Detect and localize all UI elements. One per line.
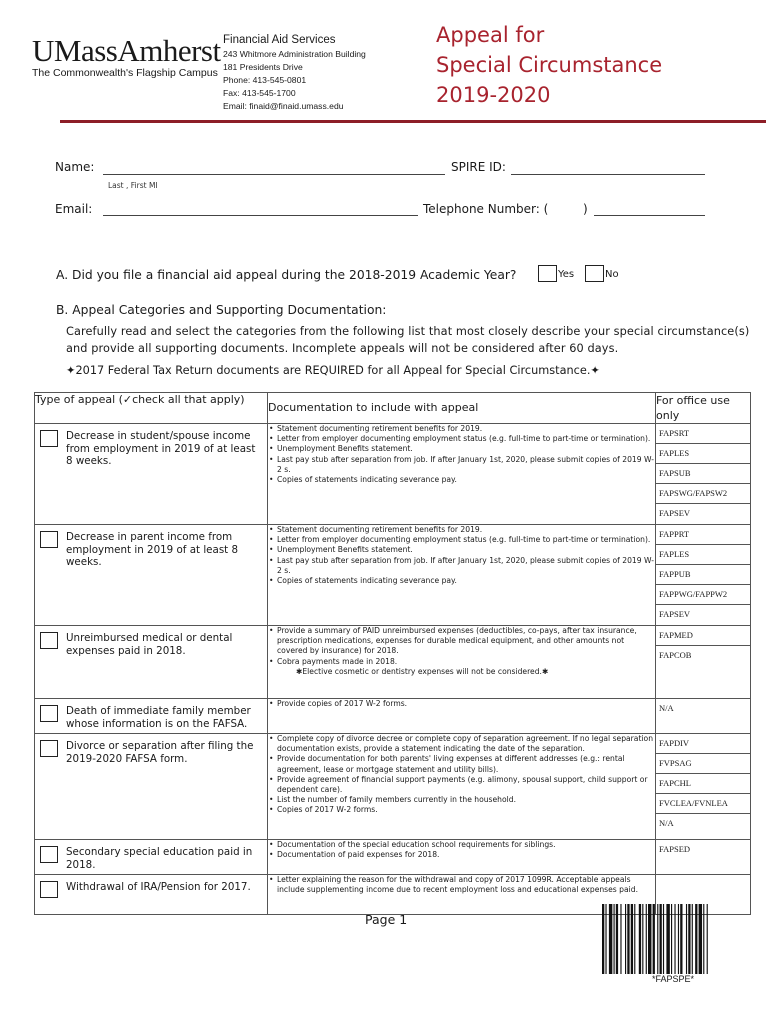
- office-code: FAPLES: [656, 545, 750, 565]
- barcode-bar: [625, 904, 626, 974]
- barcode-bar: [678, 904, 679, 974]
- title-line-1: Appeal for: [436, 23, 545, 47]
- documentation-item: • Unemployment Benefits statement.: [277, 545, 655, 555]
- documentation-item: • Copies of statements indicating severance pay.: [277, 475, 655, 485]
- table-row: [35, 699, 751, 734]
- email-label: Email:: [55, 202, 93, 216]
- office-codes-cell: [656, 525, 751, 626]
- office-code: FAPCHL: [656, 774, 750, 794]
- barcode-bar: [674, 904, 675, 974]
- barcode-bar: [657, 904, 658, 974]
- office-codes-cell: [656, 699, 751, 734]
- documentation-item: • Statement documenting retirement benefits for 2019.: [277, 525, 655, 535]
- address-line-1: 243 Whitmore Administration Building: [223, 49, 366, 59]
- barcode-bar: [605, 904, 606, 974]
- name-field[interactable]: [103, 174, 445, 175]
- barcode-bar: [663, 904, 664, 974]
- phone-line: Phone: 413-545-0801: [223, 75, 307, 85]
- office-code: FAPSEV: [659, 508, 691, 518]
- table-row: [35, 525, 751, 626]
- barcode-bar: [688, 904, 690, 974]
- barcode-bar: [671, 904, 672, 974]
- appeal-type-cell: [35, 734, 268, 840]
- documentation-item: • Provide copies of 2017 W-2 forms.: [277, 699, 655, 709]
- office-codes-cell: [656, 424, 751, 525]
- barcode-bar: [639, 904, 641, 974]
- page-number: Page 1: [365, 912, 408, 927]
- barcode-bar: [614, 904, 615, 974]
- documentation-item: • Documentation of the special education school requirements for siblings.: [277, 840, 655, 850]
- barcode-bar: [653, 904, 655, 974]
- barcode-bar: [692, 904, 693, 974]
- appeal-type-label: Decrease in student/spouse income from employment in 2019 of at least 8 weeks.: [66, 430, 256, 467]
- appeal-type-label: Withdrawal of IRA/Pension for 2017.: [66, 881, 251, 893]
- office-name: Financial Aid Services: [223, 34, 336, 46]
- spire-id-field[interactable]: [511, 174, 705, 175]
- documentation-cell: [268, 699, 656, 734]
- table-row: [35, 840, 751, 875]
- email-line: Email: finaid@finaid.umass.edu: [223, 101, 344, 111]
- col-type-header: Type of appeal (✓check all that apply): [35, 393, 268, 424]
- appeal-categories-table: [34, 392, 751, 915]
- office-code: FVPSAG: [656, 754, 750, 774]
- no-checkbox[interactable]: [585, 265, 604, 282]
- barcode-bar: [631, 904, 633, 974]
- office-code: FAPCOB: [659, 650, 692, 660]
- barcode-bar: [699, 904, 702, 974]
- barcode-bar: [707, 904, 708, 974]
- col-office-header: For office use only: [656, 393, 751, 424]
- barcode: [602, 904, 742, 974]
- barcode-bar: [602, 904, 604, 974]
- documentation-note: ✱Elective cosmetic or dentistry expenses will not be considered.✱: [296, 666, 549, 676]
- documentation-cell: [268, 424, 656, 525]
- barcode-bar: [609, 904, 612, 974]
- appeal-type-checkbox[interactable]: [40, 881, 58, 898]
- title-line-2: Special Circumstance: [436, 53, 663, 77]
- office-codes-cell: [656, 626, 751, 699]
- name-hint: Last , First MI: [108, 181, 158, 190]
- appeal-type-cell: [35, 626, 268, 699]
- documentation-item: • Letter from employer documenting employment status (e.g. full-time to part-time or termination).: [277, 434, 655, 444]
- email-field[interactable]: [103, 215, 418, 216]
- table-row: [35, 626, 751, 699]
- barcode-bar: [646, 904, 647, 974]
- yes-checkbox[interactable]: [538, 265, 557, 282]
- appeal-type-checkbox[interactable]: [40, 846, 58, 863]
- col-docs-header: Documentation to include with appeal: [268, 393, 656, 424]
- question-a: A. Did you file a financial aid appeal during the 2018-2019 Academic Year?: [56, 268, 517, 282]
- documentation-item: • Documentation of paid expenses for 2018.: [277, 850, 655, 860]
- barcode-bar: [686, 904, 687, 974]
- appeal-type-cell: [35, 699, 268, 734]
- documentation-cell: [268, 525, 656, 626]
- barcode-bar: [642, 904, 643, 974]
- documentation-item: • Last pay stub after separation from job. If after January 1st, 2020, please submit copies of 2019 W-2 s.: [277, 455, 655, 475]
- appeal-type-label: Death of immediate family member whose information is on the FAFSA.: [66, 705, 251, 730]
- documentation-cell: [268, 626, 656, 699]
- documentation-item: • List the number of family members currently in the household.: [277, 795, 655, 805]
- logo-tagline: The Commonwealth's Flagship Campus: [32, 67, 218, 79]
- no-label: No: [605, 269, 619, 280]
- barcode-bar: [627, 904, 629, 974]
- appeal-type-label: Decrease in parent income from employment in 2019 of at least 8 weeks.: [66, 531, 239, 568]
- barcode-bar: [680, 904, 682, 974]
- barcode-bar: [703, 904, 704, 974]
- office-code: FAPPUB: [656, 565, 750, 585]
- documentation-item: • Unemployment Benefits statement.: [277, 444, 655, 454]
- barcode-bar: [634, 904, 635, 974]
- appeal-type-cell: [35, 525, 268, 626]
- office-codes-cell: [656, 734, 751, 840]
- page-title: [436, 20, 662, 110]
- documentation-item: • Copies of statements indicating severance pay.: [277, 576, 655, 586]
- table-row: [35, 424, 751, 525]
- office-code: FAPSWG/FAPSW2: [656, 484, 750, 504]
- appeal-type-checkbox[interactable]: [40, 430, 58, 447]
- header-divider: [60, 120, 766, 123]
- barcode-bar: [620, 904, 621, 974]
- table-body: [35, 424, 751, 915]
- documentation-item: • Copies of 2017 W-2 forms.: [277, 805, 655, 815]
- appeal-type-label: Unreimbursed medical or dental expenses paid in 2018.: [66, 632, 233, 657]
- office-code: FAPSUB: [656, 464, 750, 484]
- table-header-row: [35, 393, 751, 424]
- office-code: FAPSEV: [659, 609, 691, 619]
- section-b-heading: B. Appeal Categories and Supporting Documentation:: [56, 303, 387, 317]
- office-code: FAPSRT: [656, 424, 750, 444]
- documentation-cell: [268, 734, 656, 840]
- umass-logo: UMassAmherst: [32, 33, 221, 68]
- documentation-item: • Letter from employer documenting employment status (e.g. full-time to part-time or termination).: [277, 535, 655, 545]
- appeal-type-label: Secondary special education paid in 2018.: [66, 846, 253, 871]
- office-code: FVCLEA/FVNLEA: [656, 794, 750, 814]
- appeal-type-label: Divorce or separation after filing the 2019-2020 FAFSA form.: [66, 740, 254, 765]
- documentation-item: • Statement documenting retirement benefits for 2019.: [277, 424, 655, 434]
- office-code: FAPLES: [656, 444, 750, 464]
- appeal-type-cell: [35, 840, 268, 875]
- requirement-note: ✦2017 Federal Tax Return documents are REQUIRED for all Appeal for Special Circumstance.✦: [66, 364, 600, 377]
- yes-label: Yes: [558, 269, 575, 280]
- office-code: FAPMED: [656, 626, 750, 646]
- barcode-bar: [616, 904, 618, 974]
- appeal-type-checkbox[interactable]: [40, 705, 58, 722]
- documentation-item: • Provide documentation for both parents' living expenses at different addresses (e.g.: rental agreement, lease or mortgage statement and utility bills).: [277, 754, 655, 774]
- office-code: FAPDIV: [656, 734, 750, 754]
- documentation-cell: [268, 840, 656, 875]
- instructions-text: Carefully read and select the categories from the following list that most closely describe your special circumstance(s) and provide all supporting documents. Incomplete appeals will not be considered after 60 days.: [66, 325, 750, 355]
- appeal-type-checkbox[interactable]: [40, 632, 58, 649]
- barcode-bar: [648, 904, 651, 974]
- documentation-item: • Last pay stub after separation from job. If after January 1st, 2020, please submit copies of 2019 W-2 s.: [277, 556, 655, 576]
- documentation-item: • Letter explaining the reason for the withdrawal and copy of 2017 1099R. Acceptable appeals include supplementing income due to recent employment loss and educational expenses paid.: [277, 875, 655, 895]
- documentation-cell: [268, 875, 656, 915]
- address-line-2: 181 Presidents Drive: [223, 62, 303, 72]
- table-row: [35, 734, 751, 840]
- documentation-item: • Complete copy of divorce decree or complete copy of separation agreement. If no legal separation documentation exists, provide a statement indicating the date of the separation.: [277, 734, 655, 754]
- barcode-bar: [666, 904, 669, 974]
- contact-block: [223, 32, 366, 113]
- documentation-item: • Cobra payments made in 2018.: [277, 657, 655, 667]
- office-code: FAPPRT: [656, 525, 750, 545]
- office-code: FAPSED: [659, 844, 691, 854]
- office-code: FAPPWG/FAPPW2: [656, 585, 750, 605]
- documentation-item: • Provide a summary of PAID unreimbursed expenses (deductibles, co-pays, after tax insurance, prescription medications, expenses for durable medical equipment, and other amounts not covered by insurance) for 2018.: [277, 626, 655, 657]
- telephone-label: Telephone Number: (: [423, 202, 549, 216]
- office-codes-cell: [656, 840, 751, 875]
- documentation-item: • Provide agreement of financial support payments (e.g. alimony, spousal support, child support or dependent care).: [277, 775, 655, 795]
- telephone-close-paren: ): [583, 202, 588, 216]
- appeal-type-checkbox[interactable]: [40, 531, 58, 548]
- title-line-3: 2019-2020: [436, 83, 551, 107]
- appeal-type-cell: [35, 424, 268, 525]
- barcode-bar: [695, 904, 697, 974]
- name-label: Name:: [55, 160, 95, 174]
- office-code: N/A: [659, 703, 674, 713]
- barcode-bar: [660, 904, 662, 974]
- spire-id-label: SPIRE ID:: [451, 160, 506, 174]
- appeal-type-checkbox[interactable]: [40, 740, 58, 757]
- office-code: N/A: [659, 818, 674, 828]
- fax-line: Fax: 413-545-1700: [223, 88, 296, 98]
- appeal-type-cell: [35, 875, 268, 915]
- barcode-label: *FAPSPE*: [651, 974, 695, 984]
- telephone-field[interactable]: [594, 215, 705, 216]
